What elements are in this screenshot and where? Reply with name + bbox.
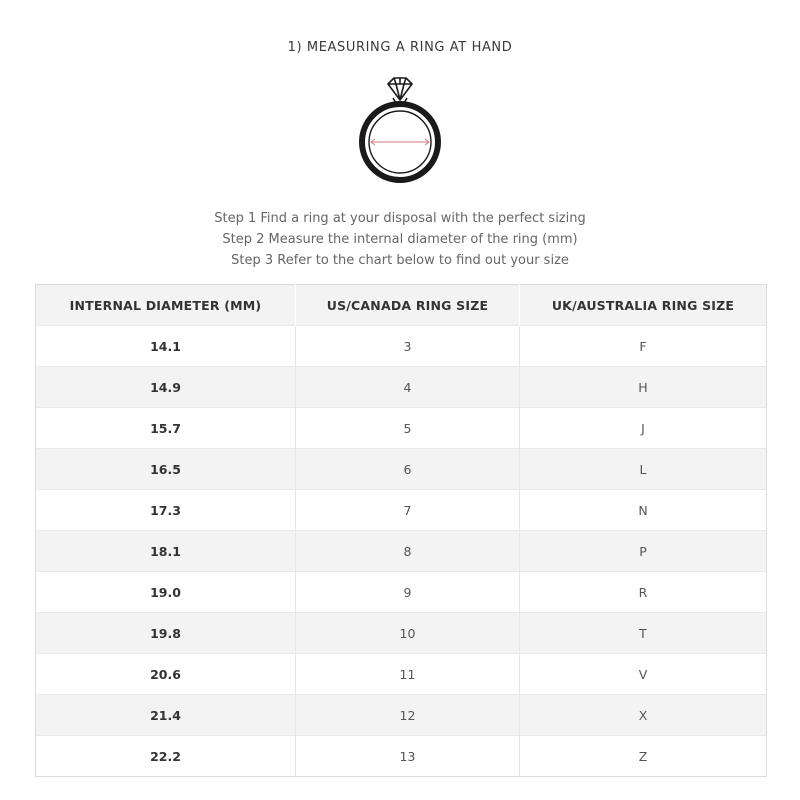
table-row (36, 490, 767, 531)
table-header-row (36, 285, 767, 326)
step-3-text: Step 3 Refer to the chart below to find out your size (231, 253, 569, 268)
us-size-cell: 5 (296, 408, 520, 449)
diameter-cell: 14.9 (36, 367, 296, 408)
header-uk-australia-size: UK/AUSTRALIA RING SIZE (520, 285, 767, 326)
instructions (0, 208, 800, 271)
diameter-cell: 17.3 (36, 490, 296, 531)
table-row (36, 572, 767, 613)
table-row (36, 654, 767, 695)
uk-size-cell: T (520, 613, 767, 654)
uk-size-cell: V (520, 654, 767, 695)
uk-size-cell: L (520, 449, 767, 490)
page-title: 1) MEASURING A RING AT HAND (287, 40, 513, 55)
us-size-cell: 9 (296, 572, 520, 613)
us-size-cell: 8 (296, 531, 520, 572)
ring-size-table (35, 284, 767, 777)
diameter-cell: 18.1 (36, 531, 296, 572)
us-size-cell: 6 (296, 449, 520, 490)
uk-size-cell: R (520, 572, 767, 613)
us-size-cell: 10 (296, 613, 520, 654)
table-row (36, 367, 767, 408)
us-size-cell: 11 (296, 654, 520, 695)
step-2-text: Step 2 Measure the internal diameter of the ring (mm) (222, 232, 578, 247)
header-us-canada-size: US/CANADA RING SIZE (296, 285, 520, 326)
diameter-cell: 16.5 (36, 449, 296, 490)
diameter-cell: 14.1 (36, 326, 296, 367)
uk-size-cell: X (520, 695, 767, 736)
uk-size-cell: Z (520, 736, 767, 777)
table-row (36, 736, 767, 777)
diameter-cell: 19.8 (36, 613, 296, 654)
step-1-text: Step 1 Find a ring at your disposal with the perfect sizing (214, 211, 586, 226)
table-row (36, 326, 767, 367)
uk-size-cell: H (520, 367, 767, 408)
uk-size-cell: F (520, 326, 767, 367)
us-size-cell: 12 (296, 695, 520, 736)
table-row (36, 408, 767, 449)
table-row (36, 449, 767, 490)
us-size-cell: 7 (296, 490, 520, 531)
table-row (36, 695, 767, 736)
diameter-cell: 15.7 (36, 408, 296, 449)
diameter-cell: 21.4 (36, 695, 296, 736)
table-row (36, 613, 767, 654)
us-size-cell: 3 (296, 326, 520, 367)
us-size-cell: 4 (296, 367, 520, 408)
us-size-cell: 13 (296, 736, 520, 777)
header-internal-diameter: INTERNAL DIAMETER (MM) (36, 285, 296, 326)
diameter-cell: 20.6 (36, 654, 296, 695)
uk-size-cell: J (520, 408, 767, 449)
diameter-cell: 19.0 (36, 572, 296, 613)
diameter-cell: 22.2 (36, 736, 296, 777)
uk-size-cell: P (520, 531, 767, 572)
table-row (36, 531, 767, 572)
ring-with-diamond-icon (352, 72, 448, 190)
uk-size-cell: N (520, 490, 767, 531)
